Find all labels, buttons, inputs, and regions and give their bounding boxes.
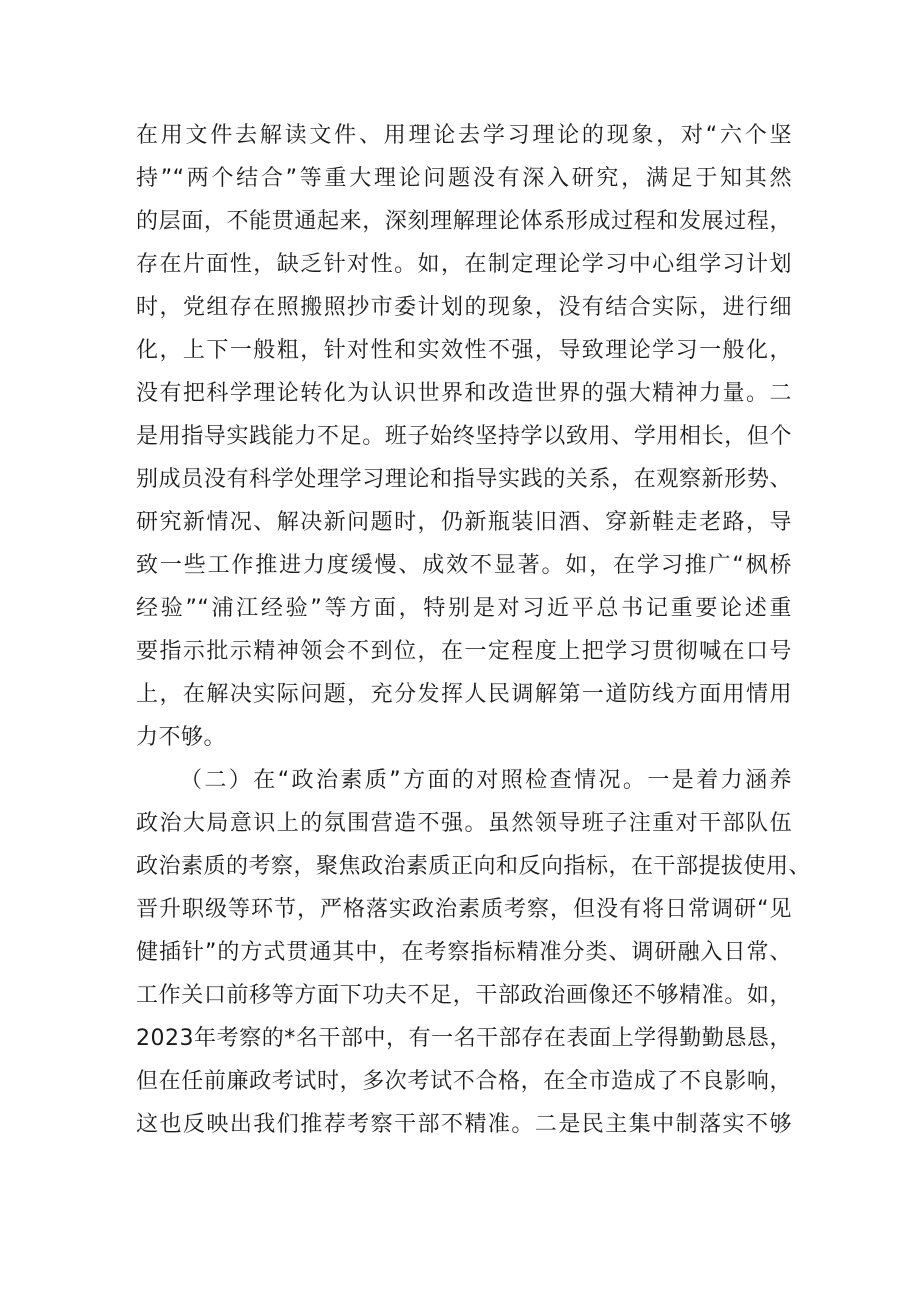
- paragraph-line: 晋升职级等环节，严格落实政治素质考察，但没有将日常调研“见: [136, 897, 792, 922]
- paragraph-line: 这也反映出我们推荐考察干部不精准。二是民主集中制落实不够: [136, 1112, 792, 1137]
- paragraph-line: 别成员没有科学处理学习理论和指导实践的关系，在观察新形势、: [136, 467, 792, 492]
- paragraph-line: 2023年考察的*名干部中，有一名干部存在表面上学得勤勤恳恳，: [136, 1026, 792, 1051]
- paragraph-line: 没有把科学理论转化为认识世界和改造世界的强大精神力量。二: [136, 381, 792, 406]
- paragraph-line: 政治素质的考察，聚焦政治素质正向和反向指标，在干部提拔使用、: [136, 854, 812, 879]
- section-heading-line: （二）在“政治素质”方面的对照检查情况。一是着力涵养: [180, 768, 792, 793]
- paragraph-line: 是用指导实践能力不足。班子始终坚持学以致用、学用相长，但个: [136, 424, 792, 449]
- paragraph-line: 上，在解决实际问题，充分发挥人民调解第一道防线方面用情用: [136, 682, 792, 707]
- paragraph-line: 经验”“浦江经验”等方面，特别是对习近平总书记重要论述重: [136, 596, 792, 621]
- paragraph-line: 化，上下一般粗，针对性和实效性不强，导致理论学习一般化，: [136, 338, 792, 363]
- paragraph-line: 但在任前廉政考试时，多次考试不合格，在全市造成了不良影响，: [136, 1069, 792, 1094]
- paragraph-line: 政治大局意识上的氛围营造不强。虽然领导班子注重对干部队伍: [136, 811, 792, 836]
- paragraph-line: 健插针”的方式贯通其中，在考察指标精准分类、调研融入日常、: [136, 940, 792, 965]
- paragraph-line: 在用文件去解读文件、用理论去学习理论的现象，对“六个坚: [136, 123, 792, 148]
- paragraph-line: 存在片面性，缺乏针对性。如，在制定理论学习中心组学习计划: [136, 252, 792, 277]
- paragraph-line: 致一些工作推进力度缓慢、成效不显著。如，在学习推广“枫桥: [136, 553, 792, 578]
- paragraph-line: 的层面，不能贯通起来，深刻理解理论体系形成过程和发展过程，: [136, 209, 792, 234]
- paragraph-line: 持”“两个结合”等重大理论问题没有深入研究，满足于知其然: [136, 166, 792, 191]
- paragraph-line: 要指示批示精神领会不到位，在一定程度上把学习贯彻喊在口号: [136, 639, 792, 664]
- paragraph-line: 力不够。: [136, 725, 227, 750]
- paragraph-line: 时，党组存在照搬照抄市委计划的现象，没有结合实际，进行细: [136, 295, 792, 320]
- paragraph-line: 工作关口前移等方面下功夫不足，干部政治画像还不够精准。如，: [136, 983, 792, 1008]
- paragraph-line: 研究新情况、解决新问题时，仍新瓶装旧酒、穿新鞋走老路，导: [136, 510, 792, 535]
